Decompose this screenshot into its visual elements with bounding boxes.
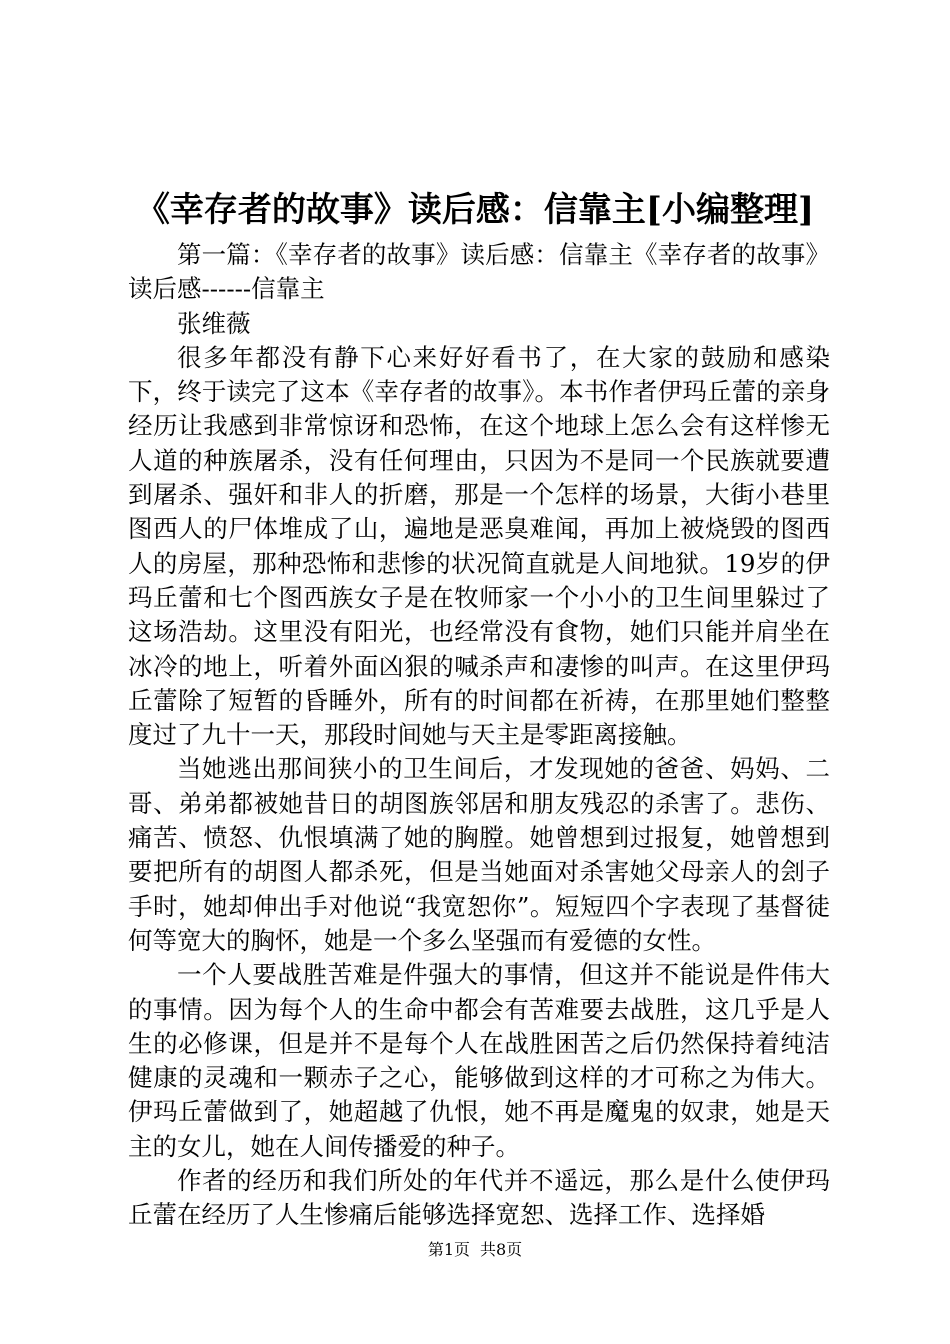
section-heading: 第一篇：《幸存者的故事》读后感：信靠主《幸存者的故事》读后感------信靠主	[128, 240, 830, 304]
body-paragraph: 作者的经历和我们所处的年代并不遥远，那么是什么使伊玛丘蕾在经历了人生惨痛后能够选择宽恕、选择工作、选择婚	[128, 1166, 830, 1230]
body-paragraph: 一个人要战胜苦难是件强大的事情，但这并不能说是件伟大的事情。因为每个人的生命中都会有苦难要去战胜，这几乎是人生的必修课，但是并不是每个人在战胜困苦之后仍然保持着纯洁健康的灵魂和一颗赤子之心，能够做到这样的才可称之为伟大。伊玛丘蕾做到了，她超越了仇恨，她不再是魔鬼的奴隶，她是天主的女儿，她在人间传播爱的种子。	[128, 960, 830, 1161]
author-name: 张维薇	[177, 308, 251, 338]
document-body	[128, 238, 830, 1233]
page-total: 共8页	[480, 1240, 523, 1259]
body-paragraph: 很多年都没有静下心来好好看书了，在大家的鼓励和感染下，终于读完了这本《幸存者的故事》。本书作者伊玛丘蕾的亲身经历让我感到非常惊讶和恐怖，在这个地球上怎么会有这样惨无人道的种族屠杀，没有任何理由，只因为不是同一个民族就要遭到屠杀、强奸和非人的折磨，那是一个怎样的场景，大街小巷里图西人的尸体堆成了山，遍地是恶臭难闻，再加上被烧毁的图西人的房屋，那种恐怖和悲惨的状况简直就是人间地狱。19岁的伊玛丘蕾和七个图西族女子是在牧师家一个小小的卫生间里躲过了这场浩劫。这里没有阳光，也经常没有食物，她们只能并肩坐在冰冷的地上，听着外面凶狠的喊杀声和凄惨的叫声。在这里伊玛丘蕾除了短暂的昏睡外，所有的时间都在祈祷，在那里她们整整度过了九十一天，那段时间她与天主是零距离接触。	[128, 342, 830, 750]
body-paragraph: 当她逃出那间狭小的卫生间后，才发现她的爸爸、妈妈、二哥、弟弟都被她昔日的胡图族邻居和朋友残忍的杀害了。悲伤、痛苦、愤怒、仇恨填满了她的胸膛。她曾想到过报复，她曾想到要把所有的胡图人都杀死，但是当她面对杀害她父母亲人的刽子手时，她却伸出手对他说“我宽恕你”。短短四个字表现了基督徒何等宽大的胸怀，她是一个多么坚强而有爱德的女性。	[128, 754, 830, 955]
page-number: 第1页	[427, 1240, 470, 1259]
document-title: 《幸存者的故事》读后感：信靠主[小编整理]	[135, 190, 815, 230]
page-footer	[0, 1238, 950, 1262]
